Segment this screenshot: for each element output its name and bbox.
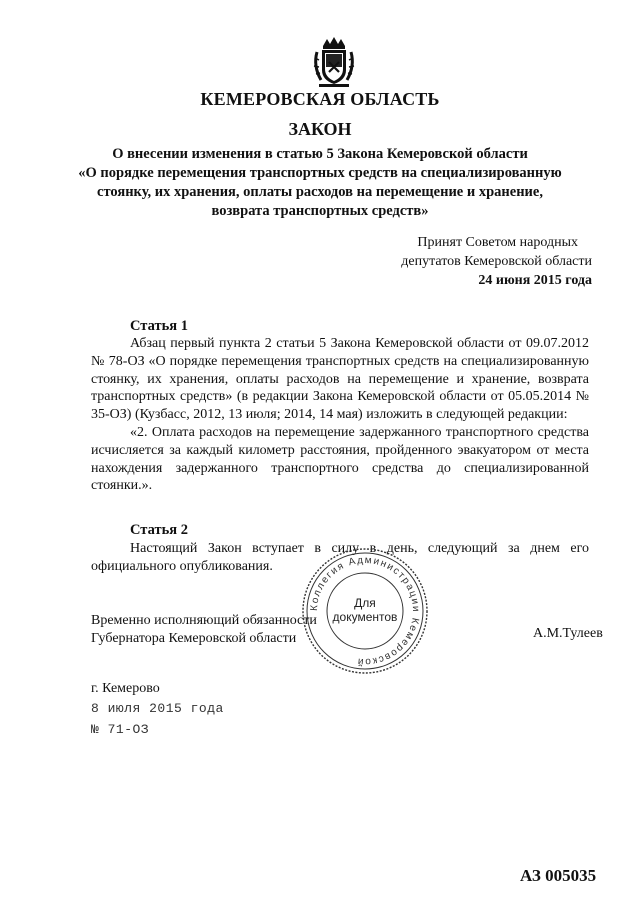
signatory-name: А.М.Тулеев xyxy=(533,626,603,641)
law-subject xyxy=(78,145,562,221)
signatory-title-line: Губернатора Кемеровской области xyxy=(91,631,297,646)
registration-date: 8 июля 2015 года xyxy=(91,701,224,716)
subject-line: возврата транспортных средств» xyxy=(211,203,429,219)
article-1-paragraph: Абзац первый пункта 2 статьи 5 Закона Кемеровской области от 09.07.2012 № 78-ОЗ «О порядке перемещения транспортных средств на специализированную стоянку, их хранения, оплаты расходов на перемещение и хранение, возврата транспортных средств» (в редакции Закона Кемеровской области от 05.05.2014 № 35-ОЗ) (Кузбасс, 2012, 13 июля; 2014, 14 мая) изложить в следующей редакции: xyxy=(91,336,589,423)
adopted-by-line: Принят Советом народных xyxy=(417,235,578,250)
registration-number: № 71-ОЗ xyxy=(91,722,150,737)
adopted-by-line: депутатов Кемеровской области xyxy=(401,254,592,269)
stamp-center-line: Для xyxy=(354,596,376,610)
official-stamp xyxy=(300,546,430,676)
signatory-title xyxy=(91,612,317,648)
subject-line: стоянку, их хранения, оплаты расходов на перемещение и хранение, xyxy=(97,184,543,200)
stamp-ring-text: Коллегия Администрации Кемеровской xyxy=(308,554,422,668)
stamp-center-line: документов xyxy=(332,610,398,624)
signatory-title-line: Временно исполняющий обязанности xyxy=(91,613,317,628)
article-1-body xyxy=(91,335,589,495)
serial-number: АЗ 005035 xyxy=(520,866,597,885)
region-title: КЕМЕРОВСКАЯ ОБЛАСТЬ xyxy=(200,89,440,109)
adoption-block xyxy=(372,233,592,290)
article-1-heading: Статья 1 xyxy=(130,318,188,334)
document-type: ЗАКОН xyxy=(288,119,352,139)
subject-line: О внесении изменения в статью 5 Закона Кемеровской области xyxy=(112,146,528,162)
article-2-paragraph: Настоящий Закон вступает в силу в день, следующий за днем его официального опубликования. xyxy=(91,541,589,574)
article-2-heading: Статья 2 xyxy=(130,522,188,538)
coat-of-arms-icon xyxy=(309,36,359,88)
subject-line: «О порядке перемещения транспортных средств на специализированную xyxy=(78,165,562,181)
adoption-date: 24 июня 2015 года xyxy=(478,273,592,288)
city: г. Кемерово xyxy=(91,681,160,696)
article-1-paragraph: «2. Оплата расходов на перемещение задержанного транспортного средства исчисляется за каждый километр расстояния, пройденного эвакуатором от места нахождения задержанного транспортного средства до специализированной стоянки.». xyxy=(91,424,589,494)
